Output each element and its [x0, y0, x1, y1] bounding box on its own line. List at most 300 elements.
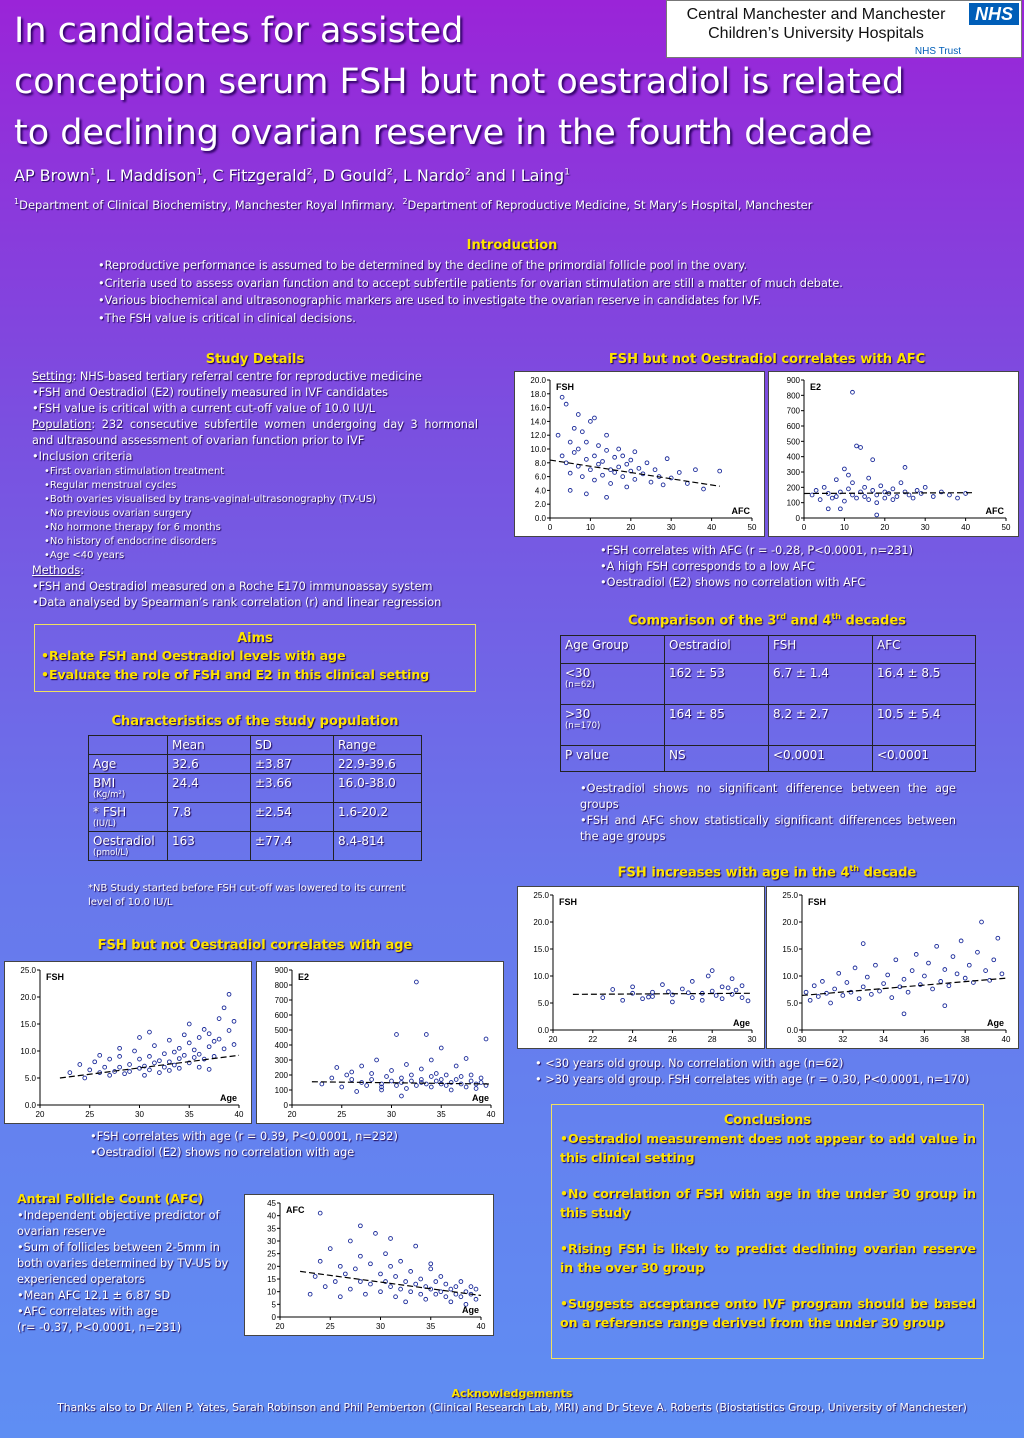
- data-point: [449, 1287, 453, 1291]
- data-point: [601, 460, 605, 464]
- afc-age-chart: [244, 1194, 494, 1336]
- data-point: [464, 1057, 468, 1061]
- data-point: [818, 498, 822, 502]
- data-point: [444, 1295, 448, 1299]
- data-point: [633, 477, 637, 481]
- data-point: [212, 1039, 216, 1043]
- data-point: [931, 495, 935, 499]
- data-point: [740, 984, 744, 988]
- data-point: [865, 975, 869, 979]
- data-point: [665, 457, 669, 461]
- data-point: [98, 1053, 102, 1057]
- data-point: [611, 988, 615, 992]
- table-row: BMI (Kg/m²) 24.4 ±3.66 16.0-38.0: [89, 774, 422, 803]
- data-point: [348, 1239, 352, 1243]
- data-point: [355, 1090, 359, 1094]
- data-point: [338, 1295, 342, 1299]
- logo-line1: Central Manchester and Manchester: [686, 6, 946, 23]
- data-point: [414, 1084, 418, 1088]
- data-point: [861, 942, 865, 946]
- y-tick-label: 2.0: [534, 500, 546, 510]
- data-point: [564, 402, 568, 406]
- data-point: [359, 1224, 363, 1228]
- x-axis-label: Age: [986, 1018, 1004, 1028]
- data-point: [718, 469, 722, 473]
- data-point: [414, 1244, 418, 1248]
- x-tick-label: 40: [234, 1110, 244, 1119]
- data-point: [118, 1055, 122, 1059]
- data-point: [690, 980, 694, 984]
- list-item: • Criteria used to assess ovarian function and to accept subfertile patients for ovarian stimulation are still a matter of much debate.: [98, 275, 978, 293]
- data-point: [833, 987, 837, 991]
- data-point: [449, 1300, 453, 1304]
- data-point: [227, 992, 231, 996]
- x-tick-label: 0: [801, 523, 807, 532]
- x-tick-label: 50: [1001, 523, 1011, 532]
- data-point: [479, 1076, 483, 1080]
- data-point: [83, 1076, 87, 1080]
- x-tick-label: 22: [588, 1035, 598, 1044]
- data-point: [845, 981, 849, 985]
- data-point: [882, 982, 886, 986]
- x-axis-label: Age: [732, 1018, 750, 1028]
- y-tick-label: 25.0: [20, 966, 36, 975]
- data-point: [182, 1053, 186, 1057]
- data-point: [399, 1287, 403, 1291]
- data-point: [444, 1084, 448, 1088]
- y-tick-label: 0.0: [786, 1026, 798, 1035]
- conclusion-item: Rising FSH is likely to predict declining ovarian reserve in the over 30 group: [560, 1241, 976, 1275]
- data-point: [935, 944, 939, 948]
- list-item: • The FSH value is critical in clinical decisions.: [98, 310, 978, 328]
- data-point: [976, 950, 980, 954]
- data-point: [474, 1287, 478, 1291]
- data-point: [677, 471, 681, 475]
- trend-line: [804, 493, 974, 494]
- data-point: [605, 495, 609, 499]
- y-tick-label: 800: [274, 981, 288, 990]
- logo-trust: NHS Trust: [914, 46, 961, 57]
- data-point: [700, 998, 704, 1002]
- data-point: [851, 390, 855, 394]
- afc-heading: Antral Follicle Count (AFC): [17, 1191, 204, 1206]
- data-point: [980, 920, 984, 924]
- data-point: [167, 1060, 171, 1064]
- data-point: [814, 489, 818, 493]
- data-point: [633, 450, 637, 454]
- aim-item: Relate FSH and Oestradiol levels with age: [49, 648, 346, 663]
- data-point: [333, 1280, 337, 1284]
- data-point: [222, 1047, 226, 1051]
- x-tick-label: 30: [797, 1035, 807, 1044]
- x-tick-label: 10: [585, 523, 595, 532]
- data-point: [469, 1285, 473, 1289]
- data-point: [816, 995, 820, 999]
- data-point: [207, 1067, 211, 1071]
- y-tick-label: 100: [274, 1086, 288, 1095]
- data-point: [469, 1073, 473, 1077]
- data-point: [720, 985, 724, 989]
- data-point: [365, 1084, 369, 1088]
- age-findings: •FSH correlates with age (r = 0.39, P<0.0001, n=232) •Oestradiol (E2) shows no correlation with age: [90, 1130, 398, 1159]
- x-axis-label: AFC: [985, 506, 1004, 516]
- y-tick-label: 6.0: [534, 472, 546, 482]
- data-point: [454, 1078, 458, 1082]
- study-heading: Study Details: [205, 352, 305, 367]
- data-point: [906, 990, 910, 994]
- list-item: • Reproductive performance is assumed to be determined by the decline of the primordial follicle pool in the ovary.: [98, 257, 978, 275]
- y-tick-label: 800: [786, 391, 800, 401]
- data-point: [617, 465, 621, 469]
- data-point: [613, 471, 617, 475]
- data-point: [197, 1052, 201, 1056]
- data-point: [808, 998, 812, 1002]
- x-tick-label: 28: [707, 1035, 717, 1044]
- data-point: [128, 1070, 132, 1074]
- data-point: [434, 1280, 438, 1284]
- introduction-list: [98, 257, 978, 327]
- data-point: [454, 1064, 458, 1068]
- y-tick-label: 100: [786, 498, 800, 508]
- data-point: [746, 999, 750, 1003]
- fsh-age-chart: [4, 961, 252, 1124]
- fsh_age_o30-svg: [767, 887, 1018, 1048]
- data-point: [597, 444, 601, 448]
- data-point: [910, 969, 914, 973]
- data-point: [394, 1295, 398, 1299]
- y-tick-label: 8.0: [534, 458, 546, 468]
- y-tick-label: 15.0: [533, 945, 549, 954]
- x-tick-label: 35: [184, 1110, 194, 1119]
- data-point: [671, 1000, 675, 1004]
- data-point: [996, 936, 1000, 940]
- x-tick-label: 25: [85, 1110, 95, 1119]
- data-point: [103, 1065, 107, 1069]
- data-point: [162, 1052, 166, 1056]
- chart-title: E2: [298, 972, 310, 982]
- data-point: [890, 996, 894, 1000]
- data-point: [148, 1030, 152, 1034]
- data-point: [943, 1004, 947, 1008]
- characteristics-table: [88, 735, 422, 861]
- fsh-age-under30-chart: [517, 886, 765, 1049]
- data-point: [217, 1017, 221, 1021]
- fsh-afc-chart: [514, 371, 765, 537]
- data-point: [804, 990, 808, 994]
- data-point: [891, 487, 895, 491]
- data-point: [560, 454, 564, 458]
- e2_afc-svg: [769, 372, 1018, 536]
- data-point: [227, 1029, 231, 1033]
- y-tick-label: 20.0: [533, 918, 549, 927]
- data-point: [389, 1237, 393, 1241]
- decades-heading: Comparison of the 3rd and 4th decades: [627, 612, 907, 629]
- e2_age-svg: [257, 962, 503, 1123]
- data-point: [197, 1036, 201, 1040]
- data-point: [963, 976, 967, 980]
- data-point: [653, 468, 657, 472]
- data-point: [871, 458, 875, 462]
- data-point: [902, 1012, 906, 1016]
- data-point: [883, 496, 887, 500]
- trend-line: [300, 1271, 481, 1295]
- chart-title: E2: [810, 382, 822, 392]
- data-point: [335, 1066, 339, 1070]
- y-tick-label: 500: [786, 437, 800, 447]
- data-point: [613, 455, 617, 459]
- data-point: [923, 485, 927, 489]
- data-point: [78, 1063, 82, 1067]
- afc-details: •Independent objective predictor of ovarian reserve •Sum of follicles between 2-5mm in both ovaries determined by TV-US by experienced operators •Mean AFC 12.1 ± 6.87 SD •AFC correlates with age (r= -0.37, P<0.0001, n=231): [17, 1209, 229, 1334]
- data-point: [874, 963, 878, 967]
- y-tick-label: 16.0: [530, 403, 546, 413]
- x-axis-label: Age: [461, 1305, 479, 1315]
- data-point: [576, 413, 580, 417]
- table-row: Oestradiol (pmol/L) 163 ±77.4 8.4-814: [89, 832, 422, 861]
- data-point: [841, 994, 845, 998]
- x-tick-label: 24: [628, 1035, 638, 1044]
- data-point: [394, 1275, 398, 1279]
- data-point: [320, 1082, 324, 1086]
- data-point: [584, 457, 588, 461]
- data-point: [943, 968, 947, 972]
- data-point: [379, 1290, 383, 1294]
- data-point: [851, 481, 855, 485]
- data-point: [812, 984, 816, 988]
- x-tick-label: 0: [547, 523, 553, 532]
- data-point: [730, 977, 734, 981]
- data-point: [444, 1073, 448, 1077]
- data-point: [318, 1259, 322, 1263]
- data-point: [576, 447, 580, 451]
- data-point: [597, 462, 601, 466]
- data-point: [389, 1264, 393, 1268]
- data-point: [444, 1282, 448, 1286]
- data-point: [353, 1267, 357, 1271]
- methods-label: Methods: [32, 564, 81, 577]
- logo-line2: Children’s University Hospitals: [708, 25, 924, 42]
- data-point: [869, 992, 873, 996]
- data-point: [148, 1055, 152, 1059]
- setting-label: Setting: [32, 370, 73, 383]
- data-point: [863, 495, 867, 499]
- data-point: [308, 1292, 312, 1296]
- data-point: [572, 426, 576, 430]
- data-point: [584, 440, 588, 444]
- data-point: [138, 1057, 142, 1061]
- data-point: [459, 1075, 463, 1079]
- data-point: [580, 475, 584, 479]
- data-point: [449, 1088, 453, 1092]
- data-point: [863, 485, 867, 489]
- y-tick-label: 900: [274, 966, 288, 975]
- data-point: [637, 466, 641, 470]
- data-point: [927, 961, 931, 965]
- data-point: [328, 1247, 332, 1251]
- data-point: [429, 1085, 433, 1089]
- trend-line: [550, 460, 720, 486]
- data-point: [564, 461, 568, 465]
- data-point: [720, 997, 724, 1001]
- x-tick-label: 10: [839, 523, 849, 532]
- data-point: [834, 495, 838, 499]
- data-point: [222, 1006, 226, 1010]
- data-point: [429, 1262, 433, 1266]
- data-point: [847, 473, 851, 477]
- data-point: [855, 496, 859, 500]
- data-point: [992, 958, 996, 962]
- data-point: [323, 1285, 327, 1289]
- data-point: [706, 974, 710, 978]
- y-tick-label: 300: [786, 468, 800, 477]
- fourth-decade-findings: • <30 years old group. No correlation with age (n=62) • >30 years old group. FSH correlates with age (r = 0.30, P<0.0001, n=170): [535, 1057, 970, 1086]
- data-point: [593, 416, 597, 420]
- data-point: [374, 1232, 378, 1236]
- y-tick-label: 20: [267, 1262, 276, 1272]
- data-point: [915, 489, 919, 493]
- y-tick-label: 200: [274, 1071, 288, 1080]
- afc-corr-findings: •FSH correlates with AFC (r = -0.28, P<0.0001, n=231) •A high FSH corresponds to a low AFC •Oestradiol (E2) shows no correlation with AFC: [600, 544, 914, 589]
- data-point: [232, 1043, 236, 1047]
- data-point: [474, 1087, 478, 1091]
- data-point: [580, 430, 584, 434]
- data-point: [424, 1297, 428, 1301]
- data-point: [350, 1078, 354, 1082]
- x-tick-label: 20: [275, 1322, 285, 1331]
- title-line: conception serum FSH but not oestradiol is related: [14, 62, 905, 102]
- data-point: [118, 1046, 122, 1050]
- data-point: [192, 1048, 196, 1052]
- data-point: [359, 1280, 363, 1284]
- data-point: [931, 987, 935, 991]
- data-point: [710, 989, 714, 993]
- data-point: [364, 1292, 368, 1296]
- acknowledgements-heading: Acknowledgements: [451, 1387, 573, 1400]
- data-point: [370, 1078, 374, 1082]
- x-tick-label: 30: [135, 1110, 144, 1119]
- chart-title: AFC: [286, 1205, 305, 1215]
- data-point: [605, 433, 609, 437]
- data-point: [967, 963, 971, 967]
- aim-item: Evaluate the role of FSH and E2 in this clinical setting: [49, 667, 430, 682]
- decades-findings: •Oestradiol shows no significant difference between the age groups •FSH and AFC show statistically significant differences between the age groups: [580, 782, 956, 843]
- fsh_age_u30-svg: [518, 887, 764, 1048]
- data-point: [710, 969, 714, 973]
- y-tick-label: 20.0: [530, 376, 546, 385]
- title-line: In candidates for assisted: [14, 11, 464, 51]
- data-point: [593, 478, 597, 482]
- y-tick-label: 0: [271, 1313, 276, 1322]
- data-point: [947, 984, 951, 988]
- data-point: [899, 481, 903, 485]
- data-point: [360, 1064, 364, 1068]
- data-point: [384, 1252, 388, 1256]
- data-point: [370, 1072, 374, 1076]
- table-header: Age Group Oestradiol FSH AFC: [561, 636, 976, 664]
- y-tick-label: 4.0: [534, 486, 546, 496]
- data-point: [625, 485, 629, 489]
- data-point: [207, 1032, 211, 1036]
- data-point: [589, 420, 593, 424]
- data-point: [568, 440, 572, 444]
- data-point: [439, 1275, 443, 1279]
- data-point: [859, 446, 863, 450]
- data-point: [404, 1280, 408, 1284]
- data-point: [348, 1287, 352, 1291]
- data-point: [454, 1285, 458, 1289]
- x-axis-label: AFC: [731, 506, 750, 516]
- data-point: [419, 1277, 423, 1281]
- y-tick-label: 0: [795, 514, 800, 523]
- data-point: [593, 454, 597, 458]
- x-tick-label: 20: [626, 523, 636, 532]
- x-tick-label: 30: [666, 523, 676, 532]
- data-point: [459, 1295, 463, 1299]
- chart-title: FSH: [46, 972, 64, 982]
- data-point: [375, 1058, 379, 1062]
- y-tick-label: 35: [267, 1224, 276, 1234]
- data-point: [434, 1079, 438, 1083]
- aims-box: Aims •Relate FSH and Oestradiol levels with age •Evaluate the role of FSH and E2 in this clinical setting: [34, 624, 476, 692]
- data-point: [424, 1033, 428, 1037]
- y-tick-label: 15: [267, 1275, 276, 1284]
- data-point: [955, 972, 959, 976]
- y-tick-label: 20.0: [20, 993, 36, 1002]
- data-point: [400, 1094, 404, 1098]
- data-point: [923, 974, 927, 978]
- data-point: [177, 1046, 181, 1050]
- x-tick-label: 32: [838, 1035, 848, 1044]
- data-point: [389, 1285, 393, 1289]
- x-tick-label: 30: [747, 1035, 757, 1044]
- data-point: [589, 468, 593, 472]
- data-point: [568, 471, 572, 475]
- y-tick-label: 10.0: [20, 1047, 36, 1056]
- y-tick-label: 5.0: [24, 1074, 36, 1083]
- data-point: [647, 995, 651, 999]
- data-point: [951, 955, 955, 959]
- nhs-logo: [666, 0, 1022, 58]
- data-point: [197, 1065, 201, 1069]
- y-tick-label: 10.0: [530, 445, 546, 454]
- data-point: [853, 966, 857, 970]
- table-row: <30 (n=62) 162 ± 53 6.7 ± 1.4 16.4 ± 8.5: [561, 664, 976, 705]
- data-point: [879, 484, 883, 488]
- data-point: [429, 1267, 433, 1271]
- data-point: [192, 1056, 196, 1060]
- x-tick-label: 50: [747, 523, 757, 532]
- y-tick-label: 12.0: [530, 431, 546, 441]
- data-point: [867, 498, 871, 502]
- y-tick-label: 45: [267, 1199, 276, 1208]
- aims-heading: Aims: [237, 631, 273, 646]
- y-tick-label: 40: [267, 1211, 276, 1221]
- data-point: [167, 1038, 171, 1042]
- data-point: [740, 996, 744, 1000]
- y-tick-label: 25.0: [533, 891, 549, 900]
- data-point: [123, 1072, 127, 1076]
- data-point: [128, 1063, 132, 1067]
- data-point: [667, 990, 671, 994]
- x-tick-label: 40: [1001, 1035, 1011, 1044]
- data-point: [410, 1079, 414, 1083]
- data-point: [867, 476, 871, 480]
- data-point: [172, 1050, 176, 1054]
- trend-line: [573, 993, 752, 994]
- x-tick-label: 20: [880, 523, 890, 532]
- data-point: [400, 1076, 404, 1080]
- data-point: [68, 1071, 72, 1075]
